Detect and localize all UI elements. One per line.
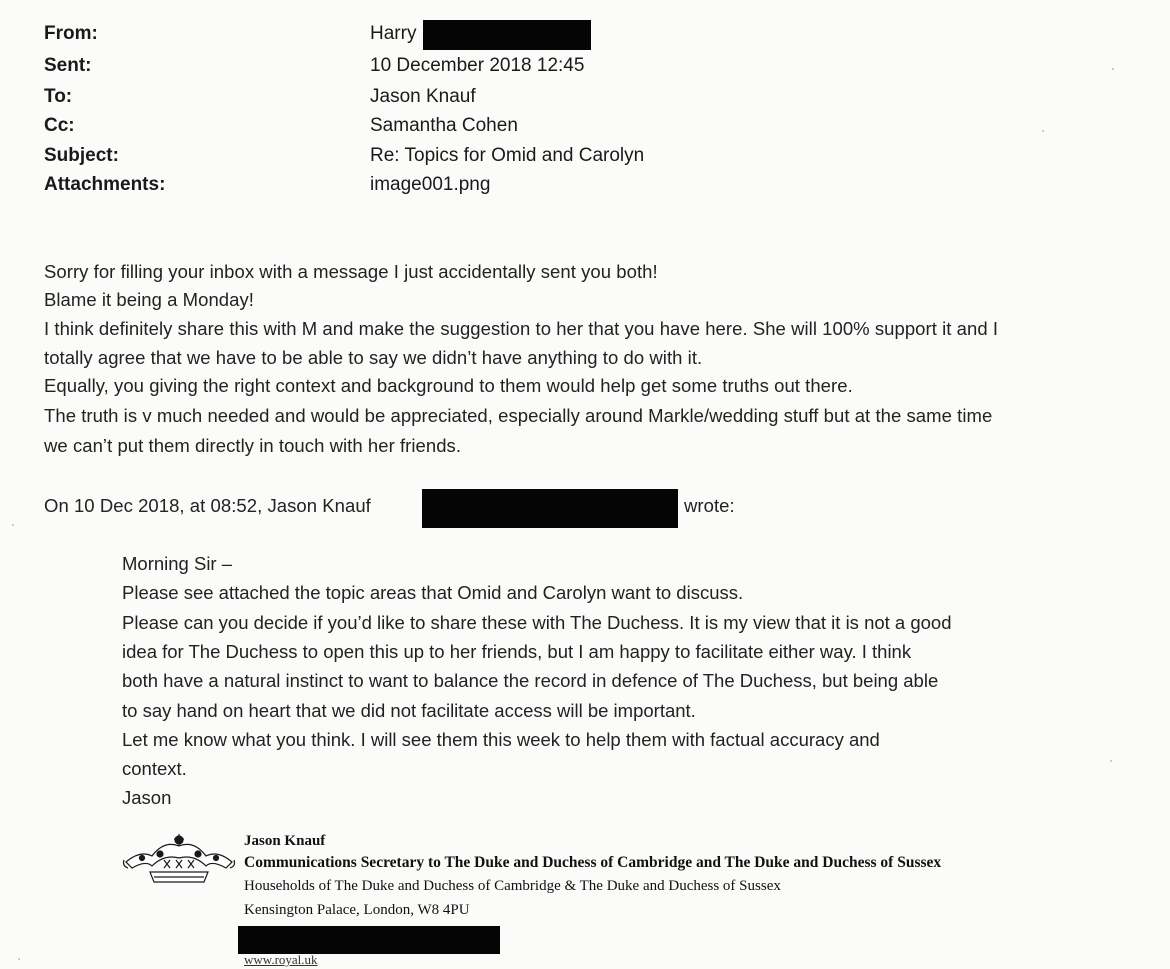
quoted-line: Please can you decide if you’d like to share these with The Duchess. It is my view that it is not a good (122, 612, 952, 633)
website-link[interactable]: www.royal.uk (244, 952, 318, 967)
scan-speck (1042, 130, 1044, 132)
scan-speck (18, 958, 20, 960)
body-line: totally agree that we have to be able to say we didn’t have anything to do with it. (44, 347, 703, 368)
cc-value: Samantha Cohen (370, 115, 518, 136)
signature-name: Jason Knauf (244, 833, 326, 849)
signature-title: Communications Secretary to The Duke and Duchess of Cambridge and The Duke and Duchess of Sussex (244, 854, 942, 871)
quoted-line: Jason (122, 787, 172, 808)
body-line: The truth is v much needed and would be appreciated, especially around Markle/wedding stuff but at the same time (44, 405, 993, 426)
quoted-line: Morning Sir – (122, 553, 233, 574)
crown-crest-icon (120, 832, 238, 890)
from-value: Harry (370, 23, 417, 44)
quoted-intro-suffix: wrote: (684, 495, 735, 516)
cc-label: Cc: (44, 115, 75, 136)
sent-label: Sent: (44, 55, 92, 76)
quoted-line: idea for The Duchess to open this up to her friends, but I am happy to facilitate either way. I think (122, 641, 912, 662)
body-line: Equally, you giving the right context and background to them would help get some truths out there. (44, 375, 853, 396)
quoted-line: to say hand on heart that we did not facilitate access will be important. (122, 700, 696, 721)
attachment-file[interactable]: image001.png (370, 174, 491, 195)
scan-speck (1112, 68, 1114, 70)
redaction-bar (423, 20, 591, 50)
quoted-intro: On 10 Dec 2018, at 08:52, Jason Knauf (44, 495, 371, 516)
to-label: To: (44, 86, 73, 107)
body-line: I think definitely share this with M and make the suggestion to her that you have here. She will 100% support it and I (44, 318, 999, 339)
scan-speck (1110, 760, 1112, 762)
to-value: Jason Knauf (370, 86, 476, 107)
signature-households: Households of The Duke and Duchess of Cambridge & The Duke and Duchess of Sussex (244, 878, 781, 894)
signature-address: Kensington Palace, London, W8 4PU (244, 902, 470, 918)
quoted-line: both have a natural instinct to want to balance the record in defence of The Duchess, but being able (122, 670, 939, 691)
attachments-label: Attachments: (44, 174, 166, 195)
subject-value: Re: Topics for Omid and Carolyn (370, 145, 645, 166)
quoted-line: Let me know what you think. I will see them this week to help them with factual accuracy and (122, 729, 880, 750)
quoted-line: context. (122, 758, 187, 779)
scan-speck (12, 524, 14, 526)
quoted-line: Please see attached the topic areas that Omid and Carolyn want to discuss. (122, 582, 744, 603)
from-label: From: (44, 23, 98, 44)
body-line: we can’t put them directly in touch with her friends. (44, 435, 462, 456)
subject-label: Subject: (44, 145, 119, 166)
sent-value: 10 December 2018 12:45 (370, 55, 585, 76)
redaction-bar (422, 489, 678, 528)
redaction-bar (238, 926, 500, 954)
body-line: Sorry for filling your inbox with a message I just accidentally sent you both! (44, 261, 658, 282)
body-line: Blame it being a Monday! (44, 289, 254, 310)
